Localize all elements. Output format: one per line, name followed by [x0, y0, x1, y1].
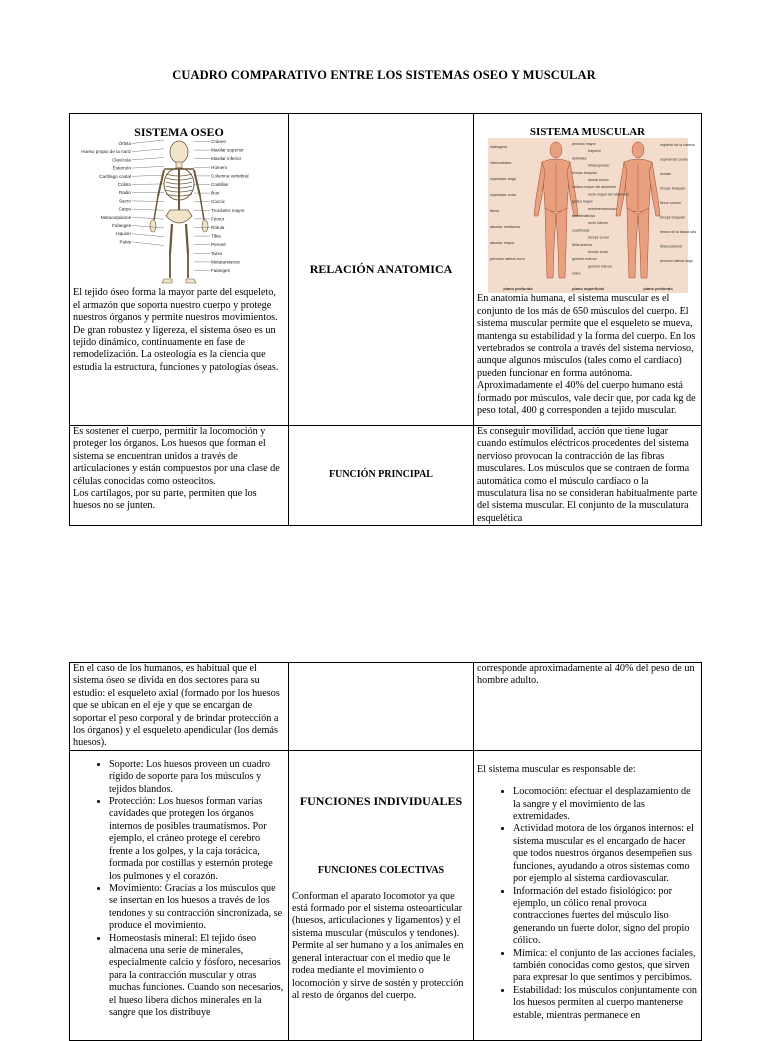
funciones-individuales-label: FUNCIONES INDIVIDUALES	[299, 793, 463, 808]
muscular-funciones-cell	[474, 750, 702, 1040]
skeleton-label: Cúbito	[117, 182, 131, 188]
funcion-principal-cell	[289, 426, 474, 526]
muscle-label: gemelo interno	[587, 264, 612, 269]
muscular-function-item: • Locomoción: efectuar el desplazamiento de la sangre y el movimiento de las extremidades.	[513, 786, 698, 823]
skeleton-leader-line	[132, 201, 164, 202]
funciones-colectivas-text: Conforman el aparato locomotor ya que está formado por el sistema osteoarticular (huesos, articulaciones y ligamentos) y el sistema muscular (músculos y tendones). Permite al ser humano y a los animales en general interactuar con el medio que le rodea mediante el movimiento o locomoción y sirve de sostén y protección al resto de órganos del cuerpo.	[292, 890, 464, 1001]
oseo-funciones-cell	[70, 750, 289, 1040]
skeleton-label: Metatarsianos	[211, 259, 240, 265]
relacion-anatomica-cell	[289, 114, 474, 426]
skeleton-leader-line	[132, 242, 164, 246]
skeleton-label: Cóccix	[211, 199, 225, 205]
muscular-funcion-cell	[474, 426, 702, 526]
skeleton-label: Rótula	[211, 225, 225, 231]
muscle-label: peroneo lateral corto	[489, 257, 525, 262]
muscular-function-item: • Mímica: el conjunto de las acciones faciales, también conocidas como gestos, que sirven para expresar lo que sentimos y percibimos.	[513, 948, 698, 985]
skeleton-leader-line	[132, 140, 164, 144]
muscle-label: flexor	[489, 209, 499, 214]
skeleton-label: Pubis	[119, 239, 131, 245]
muscle-label: espinal del cuello	[659, 157, 688, 162]
empty-middle-cell	[289, 663, 474, 751]
oseo-function-item: • Soporte: Los huesos proveen un cuadro rígido de soporte para los músculos y tejidos blandos.	[109, 759, 285, 796]
skeleton-leader-line	[132, 149, 164, 152]
skeleton-label: Columna vertebral	[211, 173, 249, 179]
skeleton-label: Costillas	[211, 182, 229, 188]
muscular-function-item: • Estabilidad: los músculos conjuntamente con los huesos permiten al cuerpo mantenerse estable, mientras permanece en	[513, 985, 698, 1022]
oseo-heading: SISTEMA OSEO	[134, 125, 224, 139]
skeleton-label: Esternón	[112, 166, 131, 172]
muscle-chart-illustration	[488, 138, 696, 293]
relacion-anatomica-label: RELACIÓN ANATOMICA	[309, 262, 453, 277]
muscle-label: bíceps braquial	[659, 215, 684, 220]
muscle-label: tríceps braquial	[659, 186, 685, 191]
skeleton-leader-line	[132, 158, 164, 160]
page-title: CUADRO COMPARATIVO ENTRE LOS SISTEMAS OSEO Y MUSCULAR	[172, 68, 596, 82]
oseo-funcion-cell	[70, 426, 289, 526]
oseo-cont-text: En el caso de los humanos, es habitual que el sistema óseo se divida en dos sectores para su estudio: el esqueleto axial (formado por los huesos que se ubican en el eje y que se encargan de soportar el peso corporal y de brindar protección a los órganos) y el esqueleto apendicular (los demás huesos).	[73, 663, 280, 749]
muscle-label: oblicuo mayor del abdomen	[571, 185, 616, 190]
oseo-function-item: • Homeostasis mineral: El tejido óseo almacena una serie de minerales, especialmente calcio y fósforo, necesarios para la contracción muscular y otras muchas funciones. Cuando son necesarios, el hueso libera dichos minerales en la sangre que los distribuye	[109, 933, 285, 1020]
skeleton-label: Falanges	[211, 268, 230, 274]
skeleton-label: Maxilar superior	[211, 148, 244, 154]
skeleton-leader-line	[132, 167, 164, 169]
muscular-description: En anatomía humana, el sistema muscular es el conjunto de los más de 650 músculos del cuerpo. El sistema muscular permite que el esqueleto se mueva, mantenga su estabilidad y la forma del cuerpo. En los vertebrados se controla a través del sistema nervioso, aunque algunos músculos (tales como el cardíaco) pueden funcionar en forma autónoma. Aproximadamente el 40% del cuerpo humano está formado por músculos, vale decir que, por cada kg de peso total, 400 g corresponden a tejido muscular.	[477, 293, 696, 417]
skeleton-label: Metacarpianos	[100, 215, 131, 221]
muscular-cont-text: corresponde aproximadamente al 40% del peso de un hombre adulto.	[477, 663, 695, 687]
skeleton-label: Carpo	[118, 207, 131, 213]
skeleton-illustration	[74, 138, 284, 288]
muscle-label: semitendinoso	[571, 214, 595, 219]
skeleton-label: Maxilar inferior	[211, 156, 242, 162]
skeleton-leader-line	[132, 210, 164, 211]
oseo-function-item: • Movimiento: Gracias a los músculos que se insertan en los huesos a través de los tendones y su contracción sincronizada, se produce el movimiento.	[109, 883, 285, 933]
muscular-heading: SISTEMA MUSCULAR	[529, 126, 646, 138]
muscle-label: diafragma	[489, 145, 507, 150]
muscular-function-item: • Actividad motora de los órganos internos: el sistema muscular es el encargado de hacer que todos nuestros órganos desempeñen sus funciones, ayudando a otros sistemas como por ejemplo al sistema cardiovascular.	[513, 823, 698, 885]
skeleton-label: Cartílago costal	[99, 174, 131, 180]
muscle-label: tríceps sural	[587, 250, 608, 255]
muscular-cont-cell	[474, 663, 702, 751]
muscle-label: tibial posterior	[659, 244, 682, 249]
oseo-description: El tejido óseo forma la mayor parte del esqueleto, el armazón que soporta nuestro cuerpo y protege nuestros órganos y permite nuestros movimientos. De gran robustez y ligereza, el sistema óseo es un tejido dinámico, continuamente en fase de remodelización. La osteología es la ciencia que estudia la estructura, funciones y patologías óseas.	[73, 287, 279, 373]
skeleton-label: Fémur	[211, 216, 225, 222]
muscle-chart-footer-label: plano profundo	[502, 286, 533, 292]
muscle-label: tibial anterior	[571, 243, 593, 248]
skeleton-leader-line	[132, 184, 164, 185]
muscle-label: tríceps braquial	[571, 171, 597, 176]
skeleton-label: Falanges	[112, 223, 131, 229]
muscle-label: cuadríceps	[571, 228, 590, 233]
funciones-middle-cell	[289, 750, 474, 1040]
skeleton-label: Sacro	[118, 198, 131, 204]
muscular-function-item: • Información del estado fisiológico: por ejemplo, un cólico renal provoca contracciones fuertes del músculo liso generando un fuerte dolor, signo del propio cólico.	[513, 886, 698, 948]
muscle-label: supinador largo	[489, 177, 516, 182]
skeleton-label: Hueso propio de la nariz	[81, 149, 131, 155]
oseo-funcion-text: Es sostener el cuerpo, permitir la locomoción y proteger los órganos. Los huesos que forman el sistema se encuentran unidos a través de articulaciones y están compuestos por una clase de células conocidas como osteocitos. Los cartílagos, por su parte, permiten que los huesos no se junten.	[73, 426, 280, 512]
muscular-cell	[474, 114, 702, 426]
muscle-label: recto interno	[587, 221, 608, 226]
skeleton-label: Clavícula	[112, 157, 131, 163]
muscle-label: trapecio	[587, 149, 601, 154]
skeleton-leader-line	[132, 218, 164, 220]
muscle-label: flexor común	[659, 201, 681, 206]
skeleton-label: Tarso	[211, 251, 223, 257]
funciones-colectivas-label: FUNCIONES COLECTIVAS	[317, 865, 445, 877]
skeleton-label: Órbita	[118, 141, 131, 147]
comparison-table-bottom	[69, 662, 702, 1041]
skeleton-label: Isquion	[116, 231, 131, 237]
muscle-label: dorsal ancho	[587, 178, 609, 183]
oseo-cell	[70, 114, 289, 426]
muscle-label: semimembranoso	[587, 207, 617, 212]
oseo-cont-cell	[70, 663, 289, 751]
muscle-label: intercostales	[489, 161, 511, 166]
funcion-principal-label: FUNCIÓN PRINCIPAL	[329, 469, 433, 481]
muscle-label: pectoral mayor	[571, 142, 596, 147]
muscular-functions-list	[477, 786, 698, 1022]
skeleton-leader-line	[132, 176, 164, 177]
oseo-functions-list	[73, 759, 285, 1020]
comparison-table-top	[69, 113, 702, 526]
skeleton-label: Ilion	[211, 191, 220, 197]
skeleton-label: Cráneo	[211, 139, 227, 145]
muscle-label: bíceps crural	[587, 236, 609, 241]
muscle-label: sóleo	[571, 272, 581, 277]
muscle-label: deltoides	[571, 156, 586, 161]
muscle-label: infraespinoso	[587, 164, 609, 169]
muscular-functions-intro: El sistema muscular es responsable de:	[477, 763, 636, 775]
muscle-chart-footer-label: plano superficial	[571, 286, 604, 292]
skeleton-label: Húmero	[211, 165, 228, 171]
skeleton-label: Peroné	[211, 242, 226, 248]
skeleton-leader-line	[132, 234, 164, 237]
muscle-label: aductor mayor	[489, 241, 514, 246]
muscle-label: esplenio de la cabeza	[659, 143, 695, 148]
skeleton-leader-line	[132, 226, 164, 228]
muscle-label: aductor medianos	[489, 225, 520, 230]
muscle-label: recto mayor del abdomen	[587, 192, 629, 197]
muscle-chart-footer-label: plano profundo	[642, 286, 673, 292]
muscle-label: glúteo mayor	[571, 200, 593, 205]
muscle-label: tensor de la fascia lata	[659, 230, 696, 235]
skeleton-label: Tibia	[211, 234, 221, 240]
muscle-label: peroneo lateral largo	[659, 259, 693, 264]
skeleton-label: Trocánter mayor	[211, 208, 245, 214]
muscle-label: serrato	[659, 172, 671, 177]
muscle-label: supinador corto	[489, 193, 516, 198]
oseo-function-item: • Protección: Los huesos forman varias cavidades que protegen los órganos internos de posibles traumatismos. Por ejemplo, el cráneo protege el cerebro frente a los golpes, y la caja torácica, formada por costillas y esternón protege los pulmones y el corazón.	[109, 796, 285, 883]
skeleton-label: Radio	[118, 190, 131, 196]
muscle-label: gemelo externo	[571, 257, 597, 262]
muscular-funcion-text: Es conseguir movilidad, acción que tiene lugar cuando estímulos eléctricos procedentes del sistema nervioso provocan la contracción de las fibras musculares. Los músculos que se contraen de forma automática como el músculo cardíaco o la musculatura lisa no se consideran habitualmente parte del sistema muscular. El conjunto de la musculatura esquelética	[477, 426, 698, 524]
